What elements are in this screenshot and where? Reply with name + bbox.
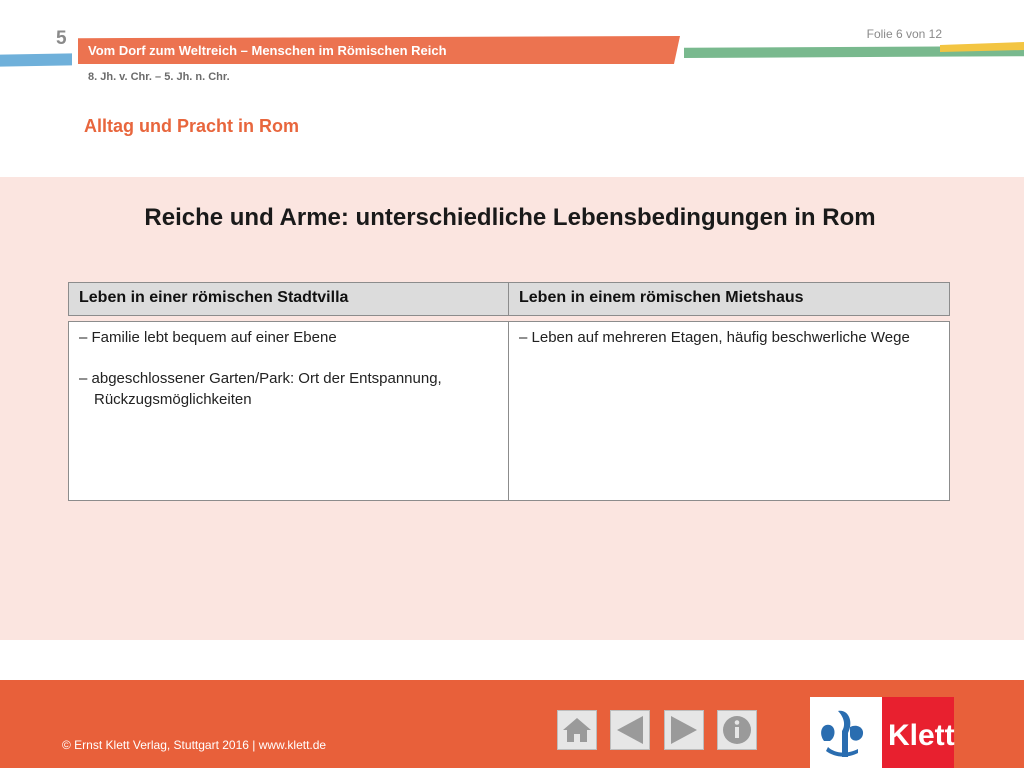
section-subtitle: Alltag und Pracht in Rom — [84, 116, 300, 136]
header-stripe-blue — [0, 53, 72, 66]
slide-counter: Folie 6 von 12 — [866, 27, 942, 41]
chapter-number: 5 — [56, 28, 67, 49]
home-button[interactable] — [557, 710, 597, 750]
info-button[interactable] — [717, 710, 757, 750]
list-item: – Familie lebt bequem auf einer Ebene — [79, 329, 337, 346]
period-label: 8. Jh. v. Chr. – 5. Jh. n. Chr. — [88, 71, 230, 83]
klett-emblem-icon — [810, 697, 882, 768]
next-slide-button[interactable] — [664, 710, 704, 750]
arrow-right-icon — [665, 711, 703, 749]
table-body-row — [68, 321, 950, 501]
column-header-mietshaus: Leben in einem römischen Mietshaus — [519, 289, 804, 306]
klett-logo-text: Klett — [888, 719, 955, 752]
villa-cell — [69, 322, 509, 500]
column-header-villa: Leben in einer römischen Stadtvilla — [69, 283, 509, 315]
info-icon — [718, 711, 756, 749]
home-icon — [558, 711, 596, 749]
chapter-title: Vom Dorf zum Weltreich – Menschen im Römischen Reich — [88, 43, 447, 58]
list-item: – abgeschlossener Garten/Park: Ort der Entspannung, Rückzugsmöglichkeiten — [79, 370, 442, 408]
previous-slide-button[interactable] — [610, 710, 650, 750]
klett-logo-red-box — [882, 697, 954, 768]
klett-logo[interactable] — [810, 697, 954, 768]
table-header-row — [68, 282, 950, 316]
slide-heading: Reiche und Arme: unterschiedliche Lebensbedingungen in Rom — [144, 204, 876, 231]
list-item: – Leben auf mehreren Etagen, häufig beschwerliche Wege — [519, 329, 910, 346]
arrow-left-icon — [611, 711, 649, 749]
mietshaus-cell — [509, 322, 949, 500]
comparison-table — [68, 282, 950, 501]
copyright-text: © Ernst Klett Verlag, Stuttgart 2016 | www.klett.de — [62, 738, 327, 752]
